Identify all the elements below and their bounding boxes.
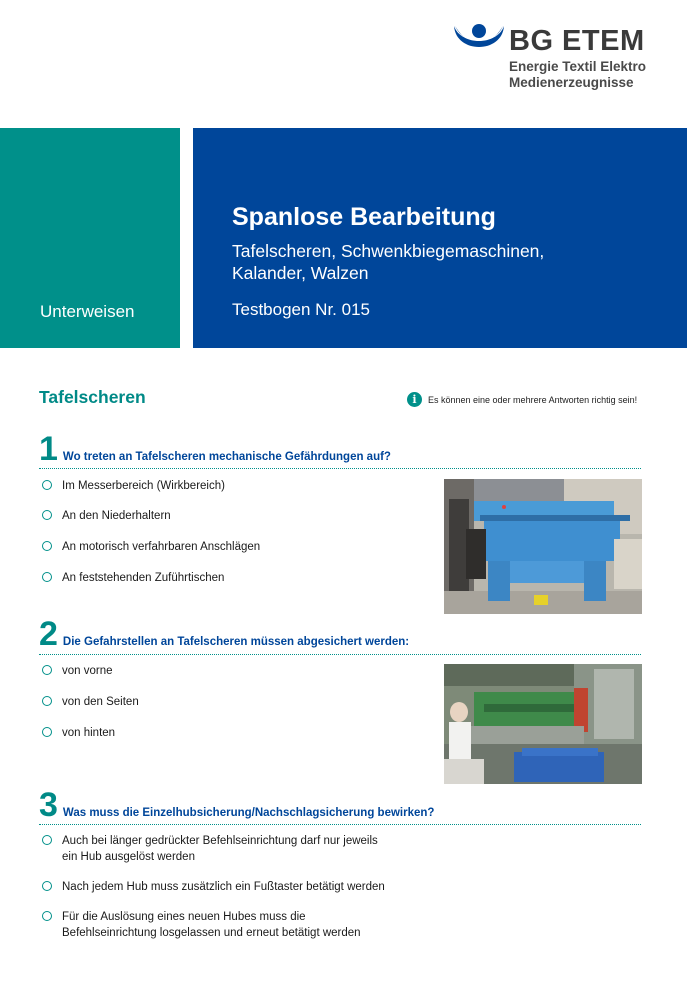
operator-shear-photo xyxy=(444,664,642,784)
title-band xyxy=(193,128,687,348)
question-text: Was muss die Einzelhubsicherung/Nachschlagsicherung bewirken? xyxy=(62,807,435,819)
option-text: An den Niederhaltern xyxy=(62,510,171,522)
question-text: Wo treten an Tafelscheren mechanische Gefährdungen auf? xyxy=(62,451,391,463)
question-divider xyxy=(39,468,641,469)
radio-button[interactable] xyxy=(42,665,52,675)
testbogen-number: Testbogen Nr. 015 xyxy=(232,300,370,319)
bg-etem-logo xyxy=(453,22,653,97)
option-text: An motorisch verfahrbaren Anschlägen xyxy=(62,541,261,553)
option-text xyxy=(62,833,378,865)
answer-option-3-2[interactable] xyxy=(42,879,385,895)
option-text-line-2: Befehlseinrichtung losgelassen und erneut betätigt werden xyxy=(62,927,361,939)
answer-option-2-1[interactable] xyxy=(42,663,113,679)
answer-option-3-3[interactable] xyxy=(42,909,361,941)
radio-button[interactable] xyxy=(42,727,52,737)
option-text: An feststehenden Zuführtischen xyxy=(62,572,225,584)
option-text-line-2: ein Hub ausgelöst werden xyxy=(62,851,195,863)
radio-button[interactable] xyxy=(42,541,52,551)
hint-text: Es können eine oder mehrere Antworten richtig sein! xyxy=(428,394,638,405)
option-text-line-1: Für die Auslösung eines neuen Hubes muss die xyxy=(62,911,306,923)
answer-option-1-1[interactable] xyxy=(42,478,225,494)
option-text: Im Messerbereich (Wirkbereich) xyxy=(62,480,225,492)
option-text: von vorne xyxy=(62,665,113,677)
radio-button[interactable] xyxy=(42,510,52,520)
shear-machine-photo xyxy=(444,479,642,614)
question-divider xyxy=(39,824,641,825)
radio-button[interactable] xyxy=(42,911,52,921)
option-text xyxy=(62,909,361,941)
radio-button[interactable] xyxy=(42,572,52,582)
question-2-heading xyxy=(39,617,409,651)
category-band xyxy=(0,128,180,348)
question-number: 1 xyxy=(39,430,58,468)
question-3-heading xyxy=(39,788,434,822)
answer-option-1-4[interactable] xyxy=(42,570,224,586)
radio-button[interactable] xyxy=(42,696,52,706)
page-subtitle-line-1: Tafelscheren, Schwenkbiegemaschinen, xyxy=(232,241,545,261)
option-text: von hinten xyxy=(62,727,116,739)
page-subtitle-line-2: Kalander, Walzen xyxy=(232,263,369,283)
logo-tagline-1: Energie Textil Elektro xyxy=(509,59,647,74)
question-number: 3 xyxy=(39,786,58,824)
category-label: Unterweisen xyxy=(40,302,135,321)
option-text: Nach jedem Hub muss zusätzlich ein Fußtaster betätigt werden xyxy=(62,881,385,893)
radio-button[interactable] xyxy=(42,881,52,891)
answer-option-2-3[interactable] xyxy=(42,725,115,741)
question-divider xyxy=(39,654,641,655)
answer-option-1-2[interactable] xyxy=(42,508,171,524)
radio-button[interactable] xyxy=(42,835,52,845)
answer-option-2-2[interactable] xyxy=(42,694,139,710)
question-number: 2 xyxy=(39,615,58,653)
logo-name: BG ETEM xyxy=(509,25,645,57)
radio-button[interactable] xyxy=(42,480,52,490)
answer-option-3-1[interactable] xyxy=(42,833,378,865)
info-icon: i xyxy=(407,392,422,407)
question-text: Die Gefahrstellen an Tafelscheren müssen abgesichert werden: xyxy=(62,636,410,648)
question-1-heading xyxy=(39,432,391,466)
answer-hint xyxy=(407,392,637,407)
answer-option-1-3[interactable] xyxy=(42,539,260,555)
option-text: von den Seiten xyxy=(62,696,139,708)
option-text-line-1: Auch bei länger gedrückter Befehlseinrichtung darf nur jeweils xyxy=(62,835,378,847)
logo-tagline-2: Medienerzeugnisse xyxy=(509,75,634,90)
bg-etem-logo-icon xyxy=(453,22,505,62)
page-title: Spanlose Bearbeitung xyxy=(232,203,496,231)
section-title: Tafelscheren xyxy=(39,387,146,407)
